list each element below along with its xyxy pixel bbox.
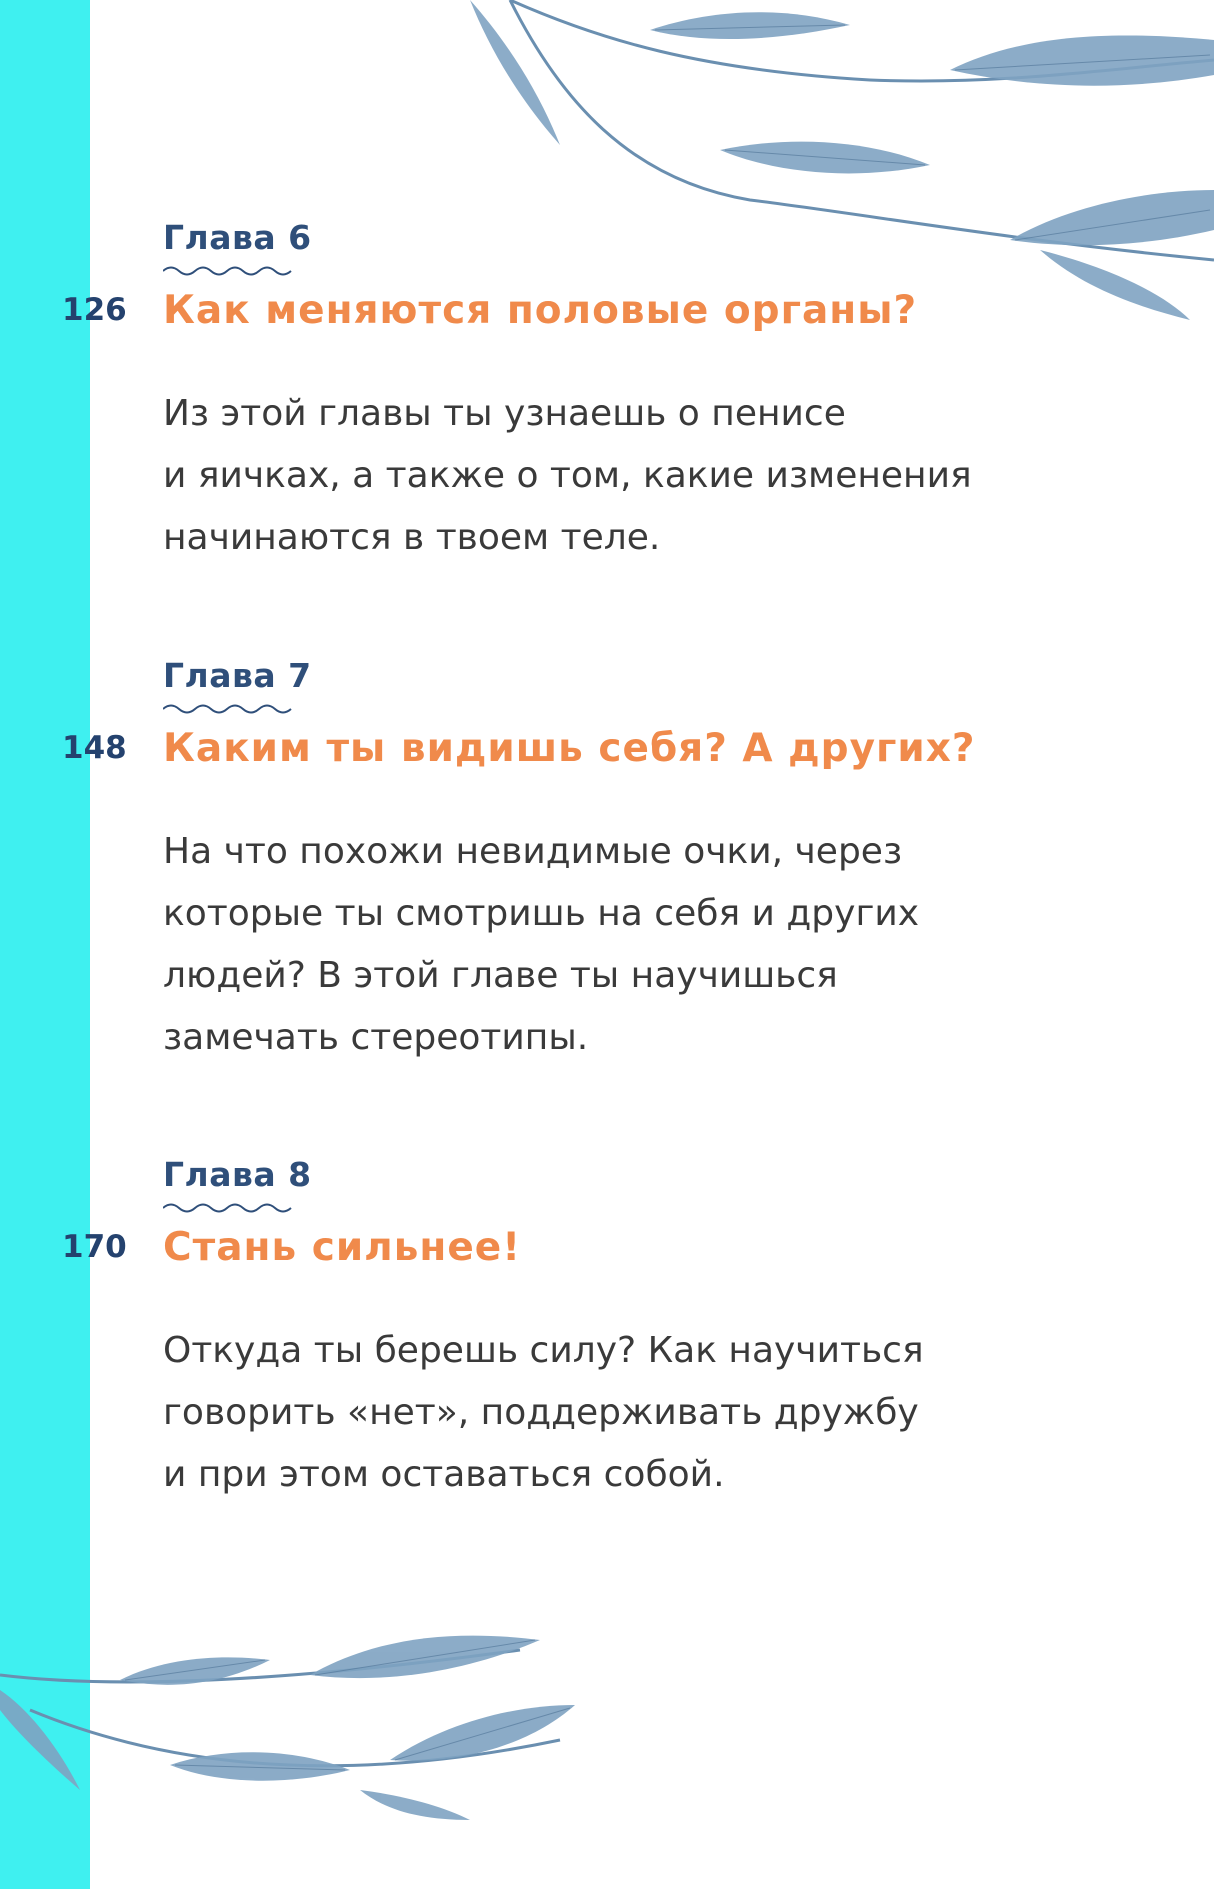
chapter-description	[163, 1320, 1023, 1506]
page-number: 126	[62, 292, 127, 328]
wavy-underline-icon	[163, 264, 295, 278]
chapter-label: Глава 8	[163, 1155, 312, 1194]
chapter-label: Глава 7	[163, 656, 312, 695]
description-line: начинаются в твоем теле.	[163, 517, 661, 558]
description-line: которые ты смотришь на себя и других	[163, 893, 920, 934]
leaf-branch-top-icon	[450, 0, 1214, 330]
chapter-title[interactable]: Как меняются половые органы?	[163, 288, 918, 333]
description-line: говорить «нет», поддерживать дружбу	[163, 1392, 919, 1433]
description-line: Откуда ты берешь силу? Как научиться	[163, 1330, 924, 1371]
description-line: Из этой главы ты узнаешь о пенисе	[163, 393, 846, 434]
wavy-underline-icon	[163, 1201, 295, 1215]
side-color-strip	[0, 0, 90, 1889]
chapter-title[interactable]: Каким ты видишь себя? А других?	[163, 726, 976, 771]
description-line: и яичках, а также о том, какие изменения	[163, 455, 972, 496]
description-line: людей? В этой главе ты научишься	[163, 955, 838, 996]
chapter-title[interactable]: Стань сильнее!	[163, 1225, 522, 1270]
description-line: замечать стереотипы.	[163, 1017, 589, 1058]
description-line: и при этом оставаться собой.	[163, 1454, 725, 1495]
page-number: 170	[62, 1229, 127, 1265]
chapter-description	[163, 821, 1023, 1069]
chapter-description	[163, 383, 1023, 569]
chapter-label: Глава 6	[163, 218, 312, 257]
description-line: На что похожи невидимые очки, через	[163, 831, 903, 872]
leaf-branch-bottom-icon	[0, 1630, 600, 1830]
wavy-underline-icon	[163, 702, 295, 716]
page-number: 148	[62, 730, 127, 766]
